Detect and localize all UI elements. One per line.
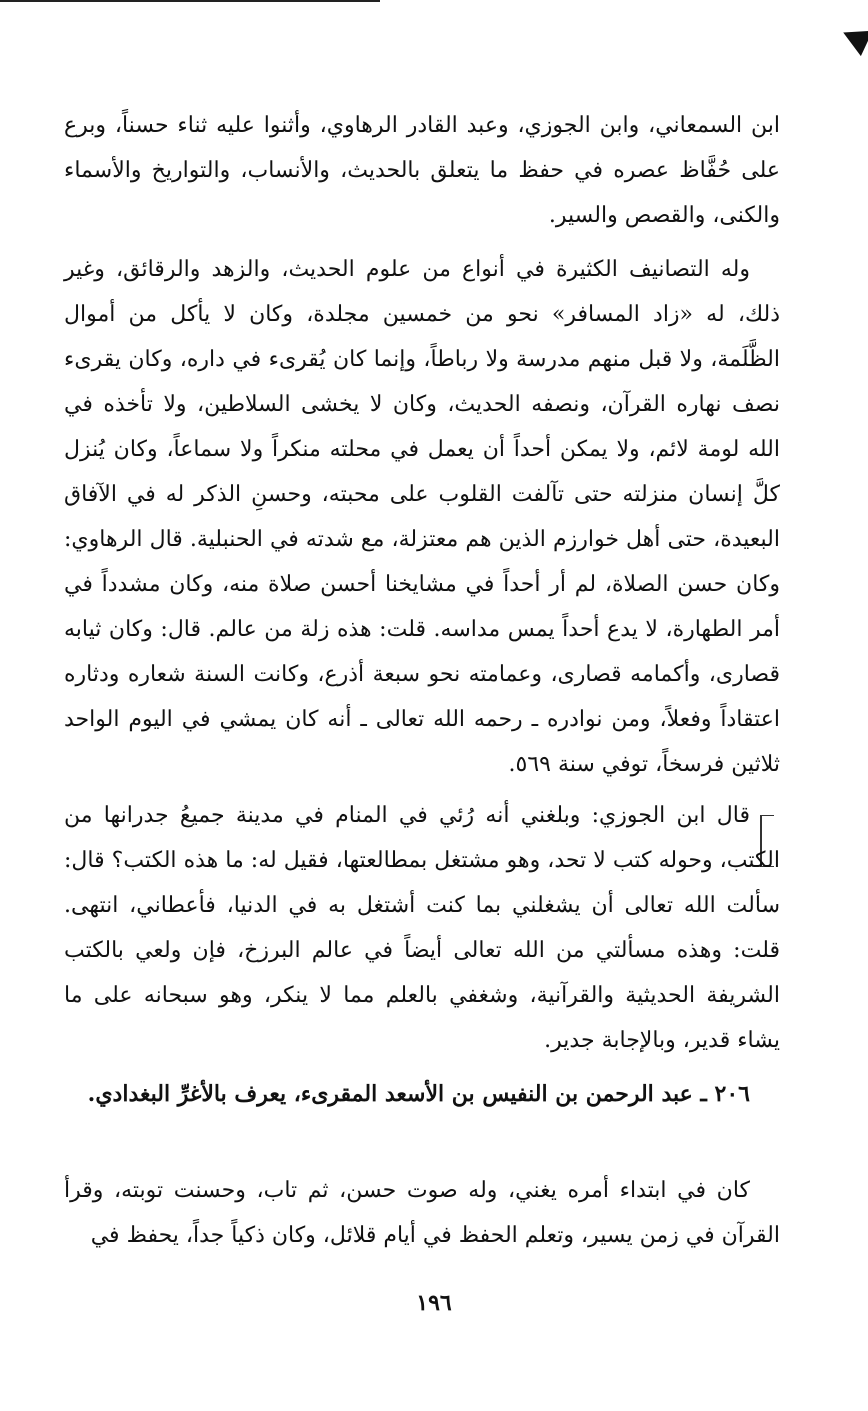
paragraph-continuation <box>64 103 780 238</box>
paragraph-text: وله التصانيف الكثيرة في أنواع من علوم الحديث، والزهد والرقائق، وغير ذلك، له «زاد المسافر» نحو من خمسين مجلدة، وكان لا يأكل من أموال الظَّلَمة، ولا قبل منهم مدرسة ولا رباطاً، وإنما كان يُقرىء في داره، وكان يقرىء نصف نهاره القرآن، ونصفه الحديث، وكان لا يخشى السلاطين، ولا تأخذه في الله لومة لائم، ولا يمكن أحداً أن يعمل في محلته منكراً ولا سماعاً، وكان يُنزل كلَّ إنسان منزلته حتى تآلفت القلوب على محبته، وحسنِ الذكر له في الآفاق البعيدة، حتى أهل خوارزم الذين هم معتزلة، مع شدته في الحنبلية. قال الرهاوي: وكان حسن الصلاة، لم أر أحداً في مشايخنا أحسن صلاة منه، وكان مشدداً في أمر الطهارة، لا يدع أحداً يمس مداسه. قلت: هذه زلة من عالم. قال: وكان ثيابه قصارى، وأكمامه قصارى، وعمامته نحو سبعة أذرع، وكانت السنة شعاره ودثاره اعتقاداً وفعلاً، ومن نوادره ـ رحمه الله تعالى ـ أنه كان يمشي في اليوم الواحد ثلاثين فرسخاً، توفي سنة ٥٦٩. <box>64 257 780 777</box>
paragraph-dream-report <box>64 793 780 1063</box>
entry-heading <box>64 1072 780 1117</box>
paragraph-text: ابن السمعاني، وابن الجوزي، وعبد القادر الرهاوي، وأثنوا عليه ثناء حسناً، وبرع على حُفَّاظ عصره في حفظ ما يتعلق بالحديث، والأنساب، والتواريخ والأسماء والكنى، والقصص والسير. <box>64 113 780 228</box>
paragraph-works-and-character <box>64 247 780 787</box>
corner-arrow-icon <box>837 20 868 56</box>
paragraph-text: كان في ابتداء أمره يغني، وله صوت حسن، ثم تاب، وحسنت توبته، وقرأ القرآن في زمن يسير، وتعلم الحفظ في أيام قلائل، وكان ذكياً جداً، يحفظ في <box>64 1178 780 1248</box>
entry-heading-text: ٢٠٦ ـ عبد الرحمن بن النفيس بن الأسعد المقرىء، يعرف بالأغرِّ البغدادي. <box>87 1081 750 1107</box>
paragraph-text: قال ابن الجوزي: وبلغني أنه رُئي في المنام في مدينة جميعُ جدرانها من الكتب، وحوله كتب لا تحد، وهو مشتغل بمطالعتها، فقيل له: ما هذه الكتب؟ قال: سألت الله تعالى أن يشغلني بما كنت أشتغل به في الدنيا، فأعطاني، انتهى. قلت: وهذه مسألتي من الله تعالى أيضاً في عالم البرزخ، فإن ولعي بالكتب الشريفة الحديثية والقرآنية، وشغفي بالعلم مما لا ينكر، وهو سبحانه على ما يشاء قدير، وبالإجابة جدير. <box>64 803 780 1053</box>
page-number: ١٩٦ <box>416 1290 452 1316</box>
paragraph-entry-body <box>64 1168 780 1258</box>
top-border-line <box>0 0 380 2</box>
